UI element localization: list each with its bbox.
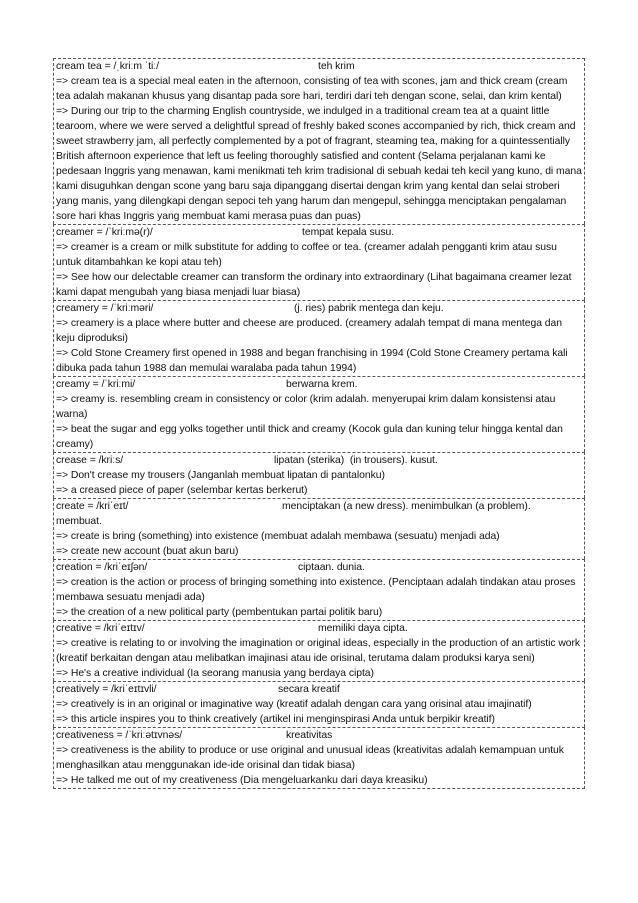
dictionary-entry [53,376,585,452]
entry-headword: creative = /kriˈeɪtɪv/ [56,623,145,634]
entry-text-line: => a creased piece of paper (selembar kertas berkerut) [56,485,308,496]
entry-text-line: => He talked me out of my creativeness (Dia mengeluarkanku dari daya kreasiku) [56,775,428,786]
entry-headword-line [56,560,582,575]
entry-meaning: memiliki daya cipta. [318,623,408,634]
entry-headword: crease = /kriːs/ [56,455,124,466]
dictionary-entry [53,300,585,376]
entry-meaning: tempat kepala susu. [302,227,395,238]
dictionary-entry [53,681,585,727]
entry-text-line: => creamery is a place where butter and cheese are produced. (creamery adalah tempat di mana mentega dan keju diproduksi) [56,318,562,344]
entry-text-line: => creamy is. resembling cream in consistency or color (krim adalah. menyerupai krim dalam konsistensi atau warna) [56,394,556,420]
entry-meaning: (j. ries) pabrik mentega dan keju. [294,303,444,314]
entry-meaning: berwarna krem. [286,379,358,390]
entry-headword: cream tea = /ˌkriːm ˈtiː/ [56,61,159,72]
entry-headword-line [56,682,582,697]
entry-meaning: teh krim [318,61,355,72]
entry-text-line: => Cold Stone Creamery first opened in 1988 and began franchising in 1994 (Cold Stone Creamery pertama kali dibuka pada tahun 1988 dan memulai waralaba pada tahun 1994) [56,348,568,374]
entry-meaning: lipatan (sterika) (in trousers). kusut. [274,455,438,466]
entry-headword-line [56,301,582,316]
entry-text-line: => creation is the action or process of bringing something into existence. (Penciptaan adalah tindakan atau proses membawa sesuatu menjadi ada) [56,577,576,603]
entry-meaning: menciptakan (a new dress). menimbulkan (a problem). [282,501,531,512]
dictionary-entry [53,452,585,498]
dictionary-entry [53,620,585,681]
entry-text-line: => create new account (buat akun baru) [56,546,239,557]
entry-headword-line [56,377,582,392]
entry-headword-line [56,453,582,468]
entry-headword-line [56,499,582,514]
entry-headword-line [56,225,582,240]
dictionary-entry [53,559,585,620]
entry-text-line: => the creation of a new political party (pembentukan partai politik baru) [56,607,383,618]
entry-text-line: => See how our delectable creamer can transform the ordinary into extraordinary (Lihat bagaimana creamer lezat kami dapat mengubah yang biasa menjadi luar biasa) [56,272,572,298]
entry-text-line: => creamer is a cream or milk substitute for adding to coffee or tea. (creamer adalah pengganti krim atau susu untuk ditambahkan ke kopi atau teh) [56,242,557,268]
entry-text-line: => creative is relating to or involving the imagination or original ideas, especially in the production of an artistic work (kreatif berkaitan dengan atau melibatkan imajinasi atau ide orisinal, terutama dalam produksi karya seni) [56,638,581,664]
entry-text-line: membuat. [56,516,102,527]
entry-text-line: => this article inspires you to think creatively (artikel ini menginspirasi Anda untuk berpikir kreatif) [56,714,495,725]
entry-meaning: ciptaan. dunia. [298,562,365,573]
entry-text-line: => create is bring (something) into existence (membuat adalah membawa (sesuatu) menjadi ada) [56,531,500,542]
entry-headword: create = /kriˈeɪt/ [56,501,129,512]
entry-meaning: secara kreatif [278,684,340,695]
entry-headword-line [56,59,582,74]
dictionary-entry [53,224,585,300]
entry-text-line: => He's a creative individual (Ia seorang manusia yang berdaya cipta) [56,668,374,679]
dictionary-entry [53,727,585,789]
entry-headword: creation = /kriˈeɪʃən/ [56,562,148,573]
entry-headword: creatively = /kriˈeɪtɪvli/ [56,684,157,695]
entry-text-line: => cream tea is a special meal eaten in the afternoon, consisting of tea with scones, jam and thick cream (cream tea adalah makanan khusus yang disantap pada sore hari, terdiri dari teh dengan scone, selai, dan krim kental) [56,76,568,102]
entry-text-line: => During our trip to the charming English countryside, we indulged in a traditional cream tea at a quaint little tearoom, where we were served a delightful spread of freshly baked scones accompanied by rich, thick cream and sweet strawberry jam, all perfectly complemented by a pot of fragrant, steaming tea, making for a quintessentially British afternoon experience that left us feeling thoroughly satisfied and content (Selama perjalanan kami ke pedesaan Inggris yang menawan, kami menikmati teh krim tradisional di sebuah kedai teh kecil yang kuno, di mana kami disuguhkan dengan scone yang baru saja dipanggang disertai dengan krim yang kental dan selai stroberi yang manis, yang dilengkapi dengan sepoci teh yang harum dan mengepul, sehingga menciptakan pengalaman sore hari khas Inggris yang membuat kami merasa puas dan puas) [56,106,582,222]
entry-text-line: => beat the sugar and egg yolks together until thick and creamy (Kocok gula dan kuning telur hingga kental dan creamy) [56,424,563,450]
dictionary-entry [53,498,585,559]
entry-headword-line [56,621,582,636]
entry-headword: creativeness = /ˈkriːətɪvnəs/ [56,730,183,741]
entry-meaning: kreativitas [286,730,333,741]
entry-text-line: => Don't crease my trousers (Janganlah membuat lipatan di pantalonku) [56,470,385,481]
entry-text-line: => creativeness is the ability to produce or use original and unusual ideas (kreativitas adalah kemampuan untuk menghasilkan atau menggunakan ide-ide orisinal dan tidak biasa) [56,745,564,771]
dictionary-entry [53,58,585,224]
entry-headword-line [56,728,582,743]
dictionary-page [53,58,585,789]
entry-headword: creamery = /ˈkriːməri/ [56,303,154,314]
entry-text-line: => creatively is in an original or imaginative way (kreatif adalah dengan cara yang orisinal atau imajinatif) [56,699,532,710]
entry-headword: creamer = /ˈkriːmə(r)/ [56,227,153,238]
entry-headword: creamy = /ˈkriːmi/ [56,379,136,390]
